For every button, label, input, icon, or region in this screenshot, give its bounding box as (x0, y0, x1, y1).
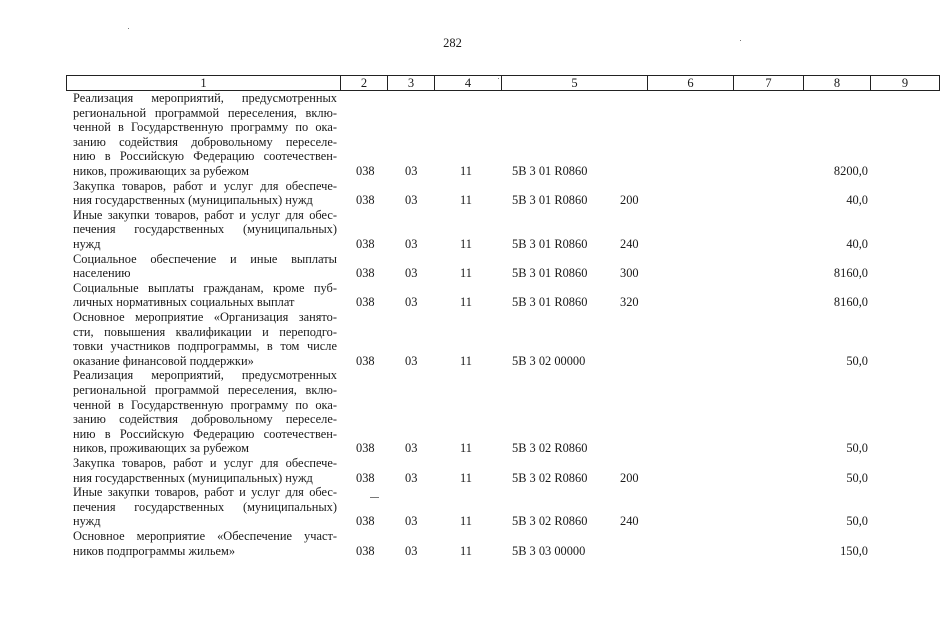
table-cell-c6: 200 (620, 470, 639, 485)
row-description-line: Иные закупки товаров, работ и услуг для обес- (73, 485, 337, 500)
table-cell-c4: 11 (460, 441, 472, 456)
header-cell-5: 5 (501, 76, 647, 90)
row-description-line: Социальное обеспечение и иные выплаты (73, 251, 337, 266)
row-description-line: оказание финансовой поддержки» (73, 353, 254, 368)
table-cell-c5: 5В 3 02 R0860 (512, 514, 588, 529)
table-cell-c9: 50,0 (846, 353, 868, 368)
table-cell-c2: 038 (356, 470, 375, 485)
row-description-line: Закупка товаров, работ и услуг для обеспече- (73, 456, 337, 470)
table-cell-c4: 11 (460, 266, 472, 281)
table-cell-c6: 240 (620, 514, 639, 529)
table-cell-c5: 5В 3 02 R0860 (512, 470, 588, 485)
table-cell-c6: 200 (620, 193, 639, 208)
row-description-line: товки участников подпрограммы, в том числе (73, 339, 337, 354)
table-cell-c9: 40,0 (846, 237, 868, 251)
table-cell-c4: 11 (460, 353, 472, 368)
table-cell-c3: 03 (405, 295, 418, 310)
table-cell-c2: 038 (356, 353, 375, 368)
row-description-line: занию содействия добровольному переселе- (73, 134, 337, 149)
row-description-line: печения государственных (муниципальных) (73, 222, 337, 237)
table-cell-c5: 5В 3 01 R0860 (512, 164, 588, 178)
table-cell-c3: 03 (405, 470, 418, 485)
scan-speck (370, 497, 379, 498)
row-description-line: Реализация мероприятий, предусмотренных (73, 368, 337, 383)
table-cell-c9: 50,0 (846, 514, 868, 529)
table-cell-c4: 11 (460, 295, 472, 310)
page-number: 282 (443, 36, 462, 50)
scan-speck (498, 78, 499, 79)
table-cell-c5: 5В 3 02 00000 (512, 353, 586, 368)
table-cell-c9: 40,0 (846, 193, 868, 208)
header-cell-6: 6 (647, 76, 733, 90)
header-cell-9: 9 (870, 76, 939, 90)
row-description-line: ченной в Государственную программу по ока- (73, 397, 337, 412)
scan-speck (128, 28, 129, 29)
row-description-line: ников, проживающих за рубежом (73, 441, 249, 456)
row-description-line: населению (73, 266, 131, 281)
table-cell-c2: 038 (356, 514, 375, 529)
table-cell-c4: 11 (460, 514, 472, 529)
table-cell-c2: 038 (356, 237, 375, 251)
table-cell-c3: 03 (405, 441, 418, 456)
row-description-line: Закупка товаров, работ и услуг для обеспече- (73, 178, 337, 193)
table-cell-c9: 50,0 (846, 470, 868, 485)
row-description-line: Реализация мероприятий, предусмотренных (73, 91, 337, 105)
table-cell-c3: 03 (405, 266, 418, 281)
table-cell-c5: 5В 3 02 R0860 (512, 441, 588, 456)
row-description-line: нию в Российскую Федерацию соотечествен- (73, 149, 337, 164)
header-cell-3: 3 (387, 76, 434, 90)
row-description-line: Основное мероприятие «Организация занято- (73, 310, 337, 324)
table-cell-c2: 038 (356, 193, 375, 208)
table-cell-c6: 320 (620, 295, 639, 310)
table-cell-c5: 5В 3 01 R0860 (512, 266, 588, 281)
row-description-line: нужд (73, 237, 101, 251)
table-cell-c5: 5В 3 01 R0860 (512, 193, 588, 208)
row-description-line: Иные закупки товаров, работ и услуг для обес- (73, 207, 337, 222)
table-header-row (66, 75, 940, 91)
table-cell-c3: 03 (405, 353, 418, 368)
table-cell-c6: 300 (620, 266, 639, 281)
table-cell-c3: 03 (405, 543, 418, 558)
row-description-line: ния государственных (муниципальных) нужд (73, 470, 313, 485)
table-cell-c3: 03 (405, 164, 418, 178)
row-description-line: региональной программой переселения, вклю- (73, 105, 337, 120)
table-cell-c3: 03 (405, 514, 418, 529)
row-description-line: ния государственных (муниципальных) нужд (73, 193, 313, 208)
header-cell-2: 2 (340, 76, 387, 90)
table-cell-c4: 11 (460, 543, 472, 558)
row-description-line: Социальные выплаты гражданам, кроме пуб- (73, 280, 337, 295)
header-cell-1: 1 (200, 76, 207, 90)
table-cell-c2: 038 (356, 164, 375, 178)
row-description-line: занию содействия добровольному переселе- (73, 412, 337, 427)
scan-speck (740, 40, 741, 41)
row-description-line: ников подпрограммы жильем» (73, 543, 236, 558)
table-cell-c2: 038 (356, 295, 375, 310)
row-description-line: личных нормативных социальных выплат (73, 295, 295, 310)
table-cell-c9: 8160,0 (833, 295, 868, 310)
table-cell-c2: 038 (356, 543, 375, 558)
table-cell-c9: 8200,0 (833, 164, 868, 178)
table-cell-c5: 5В 3 01 R0860 (512, 237, 588, 251)
table-cell-c4: 11 (460, 193, 472, 208)
table-cell-c9: 150,0 (840, 543, 868, 558)
table-cell-c3: 03 (405, 237, 418, 251)
table-cell-c9: 50,0 (846, 441, 868, 456)
table-cell-c2: 038 (356, 266, 375, 281)
header-cell-8: 8 (803, 76, 870, 90)
table-cell-c2: 038 (356, 441, 375, 456)
table-cell-c4: 11 (460, 470, 472, 485)
header-cell-7: 7 (733, 76, 803, 90)
table-cell-c6: 240 (620, 237, 639, 251)
table-cell-c5: 5В 3 03 00000 (512, 543, 586, 558)
table-cell-c4: 11 (460, 164, 472, 178)
row-description-line: сти, повышения квалификации и переподго- (73, 324, 337, 339)
table-cell-c9: 8160,0 (833, 266, 868, 281)
row-description-line: Основное мероприятие «Обеспечение участ- (73, 529, 337, 543)
table-cell-c5: 5В 3 01 R0860 (512, 295, 588, 310)
header-cell-4: 4 (434, 76, 501, 90)
row-description-line: региональной программой переселения, вклю- (73, 383, 337, 397)
row-description-line: ченной в Государственную программу по ока- (73, 120, 337, 135)
table-cell-c4: 11 (460, 237, 472, 251)
row-description-line: нужд (73, 514, 101, 529)
table-cell-c3: 03 (405, 193, 418, 208)
row-description-line: печения государственных (муниципальных) (73, 499, 337, 514)
row-description-line: ников, проживающих за рубежом (73, 164, 249, 178)
row-description-line: нию в Российскую Федерацию соотечествен- (73, 426, 337, 441)
